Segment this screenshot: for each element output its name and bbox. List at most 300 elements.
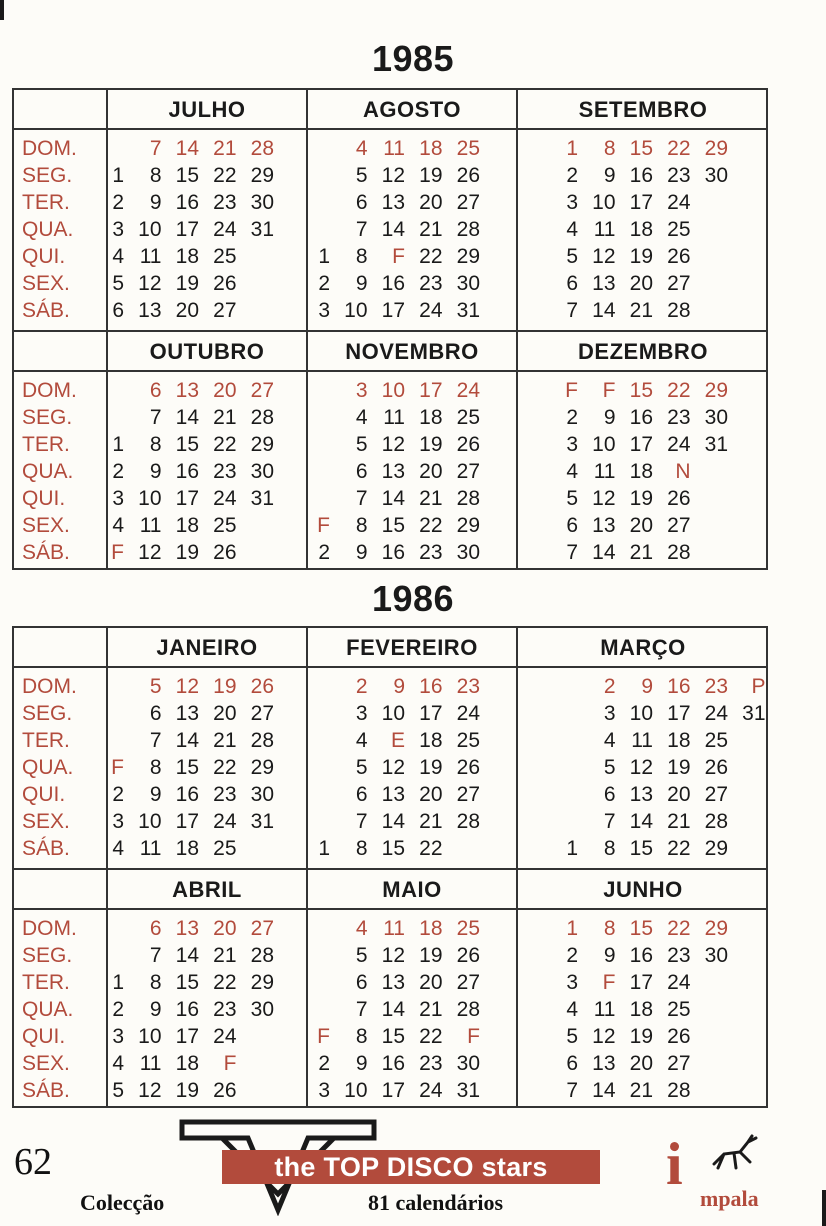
calendar-day: 28	[250, 944, 274, 967]
calendar-day: 6	[566, 1052, 578, 1075]
column-divider	[516, 90, 518, 568]
calendar-day: 14	[592, 299, 616, 322]
calendar-day: 23	[213, 998, 237, 1021]
calendar-day: 13	[592, 514, 616, 537]
calendar-day: 29	[704, 917, 728, 940]
calendar-day: 5	[355, 756, 368, 779]
calendar-day: 15	[629, 917, 653, 940]
calendar-day: 17	[175, 810, 199, 833]
weekday-label: SÁB.	[22, 1079, 70, 1102]
calendar-day: 23	[667, 944, 691, 967]
calendar-day: 18	[175, 837, 199, 860]
weekday-label: SEG.	[22, 702, 73, 725]
calendar-day: 8	[149, 433, 162, 456]
calendar-day: 23	[419, 541, 443, 564]
calendar-day: 22	[213, 164, 237, 187]
weekday-label: QUI.	[22, 487, 66, 510]
calendar-day: E	[390, 729, 405, 752]
calendar-day: 12	[381, 944, 405, 967]
calendar-day: 12	[138, 1079, 162, 1102]
calendar-day: 28	[456, 487, 480, 510]
calendar-day: 25	[667, 218, 691, 241]
column-divider	[306, 628, 308, 1106]
calendar-day: 27	[250, 379, 274, 402]
calendar-day: 28	[704, 810, 728, 833]
calendar-day: 10	[344, 1079, 368, 1102]
calendar-day: 8	[603, 137, 616, 160]
calendar-day: 9	[149, 998, 162, 1021]
calendar-day: 8	[355, 514, 368, 537]
calendar-day: 11	[383, 406, 405, 429]
calendars-count-label: 81 calendários	[368, 1190, 504, 1215]
calendar-day: 16	[629, 406, 653, 429]
calendar-day: 27	[667, 514, 691, 537]
page-number: 62	[14, 1141, 52, 1183]
month-name: ABRIL	[172, 877, 242, 902]
calendar-day: 20	[629, 1052, 653, 1075]
calendar-day: 9	[393, 675, 405, 698]
calendar-day: 14	[175, 406, 199, 429]
calendar-day: 21	[213, 944, 237, 967]
calendar-day: 16	[175, 783, 199, 806]
calendar-day: 18	[419, 137, 443, 160]
calendar-day: 22	[667, 917, 691, 940]
month-name: DEZEMBRO	[578, 339, 708, 364]
calendar-day: 21	[419, 998, 443, 1021]
calendar-day: 17	[419, 379, 443, 402]
calendar-day: 13	[592, 272, 616, 295]
calendar-day: 27	[456, 191, 480, 214]
calendar-day: 31	[456, 299, 480, 322]
month-name: AGOSTO	[363, 97, 461, 122]
calendar-day: 10	[381, 702, 405, 725]
calendar-day: 21	[629, 541, 653, 564]
calendar-day: 27	[456, 971, 480, 994]
calendar-day: 9	[603, 406, 616, 429]
calendar-day: 26	[456, 164, 480, 187]
calendar-day: 7	[149, 729, 162, 752]
calendar-day: 30	[250, 460, 274, 483]
calendar-day: 14	[381, 810, 405, 833]
calendar-day: 14	[381, 218, 405, 241]
calendar-day: 20	[213, 379, 237, 402]
calendar-day: 24	[456, 379, 480, 402]
calendar-day: 26	[456, 433, 480, 456]
calendar-day: 24	[667, 433, 691, 456]
calendar-day: 2	[318, 541, 330, 564]
weekday-label: SEG.	[22, 944, 73, 967]
weekday-label: QUI.	[22, 783, 66, 806]
calendar-day: 22	[419, 245, 443, 268]
weekday-label: QUI.	[22, 1025, 66, 1048]
calendar-day: 27	[456, 460, 480, 483]
calendar-day: 27	[704, 783, 728, 806]
calendar-day: 22	[419, 1025, 443, 1048]
calendar-day: 5	[112, 272, 124, 295]
calendar-day: 26	[704, 756, 728, 779]
calendar-day: 8	[149, 971, 162, 994]
month-name: FEVEREIRO	[346, 635, 478, 660]
calendar-day: 29	[250, 756, 274, 779]
calendar-day: 14	[381, 487, 405, 510]
calendar-day: 20	[419, 460, 443, 483]
calendar-day: 21	[419, 810, 443, 833]
calendar-day: 21	[213, 137, 237, 160]
weekday-label: SEX.	[22, 810, 70, 833]
calendar-day: 7	[566, 1079, 578, 1102]
calendar-day: 8	[355, 1025, 368, 1048]
calendar-day: 28	[667, 299, 691, 322]
calendar-day: 27	[213, 299, 237, 322]
month-name: JANEIRO	[156, 635, 258, 660]
calendar-day: 17	[629, 971, 653, 994]
calendar-day: 17	[381, 1079, 405, 1102]
calendar-day: 5	[566, 487, 578, 510]
calendar-day: 1	[566, 137, 578, 160]
calendar-day: 1	[318, 245, 330, 268]
calendar-day: 17	[175, 218, 199, 241]
calendar-day: 29	[704, 137, 728, 160]
calendar-day: 31	[250, 810, 274, 833]
calendar-day: 30	[456, 272, 480, 295]
calendar-day: 1	[566, 837, 578, 860]
calendar-day: 20	[667, 783, 691, 806]
calendar-day: 26	[213, 1079, 237, 1102]
calendar-day: 14	[175, 729, 199, 752]
calendar-day: 14	[381, 998, 405, 1021]
calendar-day: 28	[456, 810, 480, 833]
calendar-day: 12	[138, 272, 162, 295]
calendar-day: 27	[456, 783, 480, 806]
calendar-day: 30	[456, 541, 480, 564]
calendar-day: 3	[566, 191, 578, 214]
calendar-day: 24	[667, 191, 691, 214]
calendar-day: 15	[629, 137, 653, 160]
calendar-day: 5	[149, 675, 162, 698]
calendar-day: 23	[213, 783, 237, 806]
weekday-label: DOM.	[22, 675, 77, 698]
calendar-day: 23	[667, 406, 691, 429]
calendar-day: 30	[456, 1052, 480, 1075]
calendar-day: 13	[629, 783, 653, 806]
calendar-day: 14	[175, 137, 199, 160]
calendar-day: 2	[112, 783, 124, 806]
calendar-day: 14	[175, 944, 199, 967]
calendar-day: 7	[355, 487, 368, 510]
calendar-day: 19	[629, 1025, 653, 1048]
calendar-day: 8	[603, 837, 616, 860]
calendar-day: 31	[250, 487, 274, 510]
calendar-day: 19	[175, 272, 199, 295]
calendar-day: 6	[112, 299, 124, 322]
weekday-label: SEG.	[22, 164, 73, 187]
calendar-day: 13	[175, 917, 199, 940]
calendar-day: 21	[419, 487, 443, 510]
calendar-day: 1	[318, 837, 330, 860]
calendar-day: 12	[138, 541, 162, 564]
weekday-label: QUI.	[22, 245, 66, 268]
calendar-day: 12	[592, 487, 616, 510]
calendar-day: F	[111, 756, 124, 779]
calendar-day: 19	[419, 756, 443, 779]
calendar-day: 9	[149, 460, 162, 483]
calendar-day: 5	[355, 164, 368, 187]
calendar-day: 25	[456, 137, 480, 160]
calendar-day: 22	[667, 837, 691, 860]
calendar-day: 20	[213, 917, 237, 940]
calendar-day: 18	[175, 1052, 199, 1075]
calendar-day: 10	[344, 299, 368, 322]
calendar-day: 13	[381, 460, 405, 483]
calendar-day: 20	[419, 971, 443, 994]
calendar-day: 26	[667, 1025, 691, 1048]
calendar-day: 16	[175, 460, 199, 483]
calendar-day: 20	[419, 191, 443, 214]
calendar-day: 30	[704, 406, 728, 429]
calendar-day: 28	[456, 218, 480, 241]
weekday-label: DOM.	[22, 379, 77, 402]
calendar-day: 1	[112, 971, 124, 994]
calendar-day: 8	[149, 164, 162, 187]
calendar-day: 18	[175, 245, 199, 268]
calendar-day: 26	[250, 675, 274, 698]
calendar-day: 2	[112, 460, 124, 483]
calendar-day: P	[751, 675, 766, 698]
calendar-day: 5	[355, 944, 368, 967]
column-divider	[106, 90, 108, 568]
calendar-day: 20	[629, 272, 653, 295]
calendar-day: 11	[631, 729, 653, 752]
calendar-day: 3	[112, 1025, 124, 1048]
calendar-day: 29	[250, 971, 274, 994]
calendar-day: 11	[139, 514, 162, 537]
calendar-day: 10	[592, 433, 616, 456]
calendar-day: 6	[355, 460, 368, 483]
calendar-day: 6	[149, 702, 162, 725]
calendar-day: 21	[213, 729, 237, 752]
calendar-day: 3	[318, 1079, 330, 1102]
weekday-label: SEX.	[22, 272, 70, 295]
calendar-day: 2	[318, 1052, 330, 1075]
calendar-day: 17	[381, 299, 405, 322]
calendar-day: 15	[175, 433, 199, 456]
calendar-day: 28	[667, 541, 691, 564]
calendar-day: 10	[138, 487, 162, 510]
calendar-day: 10	[592, 191, 616, 214]
calendar-day: 22	[419, 514, 443, 537]
calendar-day: 19	[419, 944, 443, 967]
calendar-day: 18	[175, 514, 199, 537]
weekday-label: TER.	[22, 433, 70, 456]
weekday-label: TER.	[22, 729, 70, 752]
calendar-day: 24	[419, 299, 443, 322]
calendar-day: 19	[419, 433, 443, 456]
calendar-day: 26	[456, 944, 480, 967]
calendar-day: 6	[566, 272, 578, 295]
calendar-day: 2	[566, 406, 578, 429]
column-divider	[516, 628, 518, 1106]
calendar-day: 6	[149, 917, 162, 940]
weekday-label: SEX.	[22, 514, 70, 537]
calendar-day: 22	[213, 433, 237, 456]
calendar-day: 25	[456, 729, 480, 752]
calendar-day: 24	[213, 810, 237, 833]
calendar-day: 4	[112, 514, 124, 537]
calendar-day: 29	[704, 837, 728, 860]
calendar-day: 28	[456, 998, 480, 1021]
calendar-day: 22	[667, 137, 691, 160]
calendar-day: 9	[641, 675, 653, 698]
calendar-day: 12	[381, 164, 405, 187]
calendar-day: 25	[213, 837, 237, 860]
calendar-day: 5	[566, 1025, 578, 1048]
calendar-day: 22	[667, 379, 691, 402]
weekday-label: QUA.	[22, 460, 74, 483]
calendar-day: 23	[456, 675, 480, 698]
calendar-day: 16	[381, 1052, 405, 1075]
calendar-day: 17	[629, 433, 653, 456]
weekday-label: SEX.	[22, 1052, 70, 1075]
calendar-day: 17	[175, 1025, 199, 1048]
calendar-day: 14	[592, 541, 616, 564]
calendar-day: 19	[629, 245, 653, 268]
calendar-day: 10	[381, 379, 405, 402]
calendar-day: 29	[456, 245, 480, 268]
calendar-day: 3	[112, 810, 124, 833]
month-name: OUTUBRO	[149, 339, 265, 364]
calendar-day: 23	[213, 191, 237, 214]
month-name: MARÇO	[600, 635, 686, 660]
calendar-day: F	[467, 1025, 480, 1048]
calendar-day: 15	[175, 164, 199, 187]
calendar-day: 12	[592, 1025, 616, 1048]
calendar-day: 4	[566, 998, 578, 1021]
calendar-day: 12	[175, 675, 199, 698]
month-name: SETEMBRO	[578, 97, 708, 122]
calendar-day: 20	[175, 299, 199, 322]
calendar-day: 20	[629, 514, 653, 537]
calendar-day: 2	[318, 272, 330, 295]
calendar-day: 18	[629, 218, 653, 241]
calendar-day: 24	[456, 702, 480, 725]
calendar-day: 10	[138, 810, 162, 833]
calendar-day: 13	[138, 299, 162, 322]
calendar-day: 29	[250, 164, 274, 187]
calendar-day: 7	[566, 541, 578, 564]
calendar-day: 15	[175, 756, 199, 779]
calendar-day: 5	[355, 433, 368, 456]
calendar-day: 4	[112, 1052, 124, 1075]
calendar-day: 24	[213, 218, 237, 241]
calendar-day: F	[111, 541, 124, 564]
calendar-day: 16	[381, 272, 405, 295]
month-name: MAIO	[382, 877, 442, 902]
calendar-day: 17	[419, 702, 443, 725]
calendar-day: 28	[667, 1079, 691, 1102]
calendar-day: 28	[250, 137, 274, 160]
calendar-day: 30	[250, 191, 274, 214]
calendar-day: 15	[175, 971, 199, 994]
calendar-day: 27	[250, 702, 274, 725]
calendar-day: 23	[704, 675, 728, 698]
calendar-day: 10	[138, 1025, 162, 1048]
calendar-day: 19	[629, 487, 653, 510]
calendar-day: 13	[381, 191, 405, 214]
calendar-day: 21	[667, 810, 691, 833]
calendar-day: 7	[603, 810, 616, 833]
calendar-day: 28	[250, 729, 274, 752]
calendar-day: 31	[742, 702, 766, 725]
calendar-day: 15	[381, 837, 405, 860]
calendar-day: 11	[383, 917, 405, 940]
weekday-label: SÁB.	[22, 837, 70, 860]
calendar-day: 26	[667, 245, 691, 268]
weekday-label: TER.	[22, 191, 70, 214]
calendar-day: 17	[175, 487, 199, 510]
calendar-day: 9	[355, 1052, 368, 1075]
calendar-day: 9	[355, 541, 368, 564]
calendar-day: 2	[112, 998, 124, 1021]
calendar-day: 24	[704, 702, 728, 725]
calendar-day: 7	[149, 137, 162, 160]
top-left-edge	[0, 0, 4, 20]
weekday-label: SÁB.	[22, 541, 70, 564]
calendar-day: 20	[213, 702, 237, 725]
year-title-1986: 1986	[371, 578, 455, 619]
calendar-day: 3	[566, 971, 578, 994]
calendar-day: 14	[592, 1079, 616, 1102]
calendar-day: 25	[704, 729, 728, 752]
calendar-day: 4	[355, 137, 368, 160]
calendar-day: 30	[704, 944, 728, 967]
calendar-day: 16	[667, 675, 691, 698]
calendar-day: 26	[213, 272, 237, 295]
calendar-day: 23	[667, 164, 691, 187]
calendar-day: 23	[213, 460, 237, 483]
publisher-name: mpala	[700, 1186, 759, 1211]
calendar-day: 22	[213, 971, 237, 994]
calendar-day: 6	[603, 783, 616, 806]
calendar-day: 6	[355, 191, 368, 214]
calendar-day: 20	[419, 783, 443, 806]
calendar-day: 27	[667, 272, 691, 295]
calendar-day: 31	[704, 433, 728, 456]
calendar-day: 11	[593, 218, 616, 241]
calendar-day: 11	[139, 245, 162, 268]
calendar-day: 12	[629, 756, 653, 779]
calendar-day: 7	[355, 810, 368, 833]
year-title-1985: 1985	[371, 38, 455, 79]
calendar-day: 2	[112, 191, 124, 214]
calendar-day: 30	[704, 164, 728, 187]
calendar-day: 25	[213, 245, 237, 268]
weekday-label: DOM.	[22, 917, 77, 940]
calendar-day: 6	[566, 514, 578, 537]
calendar-day: N	[675, 460, 691, 483]
calendar-day: 1	[112, 433, 124, 456]
calendar-day: 18	[419, 729, 443, 752]
calendar-day: 22	[213, 756, 237, 779]
impala-initial: i	[666, 1131, 683, 1197]
brand-banner: the TOP DISCO stars	[222, 1150, 600, 1184]
calendar-day: 22	[419, 837, 443, 860]
calendar-day: 11	[383, 137, 405, 160]
calendar-day: 4	[355, 729, 368, 752]
calendar-day: F	[565, 379, 578, 402]
calendar-day: 9	[149, 783, 162, 806]
calendar-day: 8	[149, 756, 162, 779]
calendar-day: 27	[250, 917, 274, 940]
